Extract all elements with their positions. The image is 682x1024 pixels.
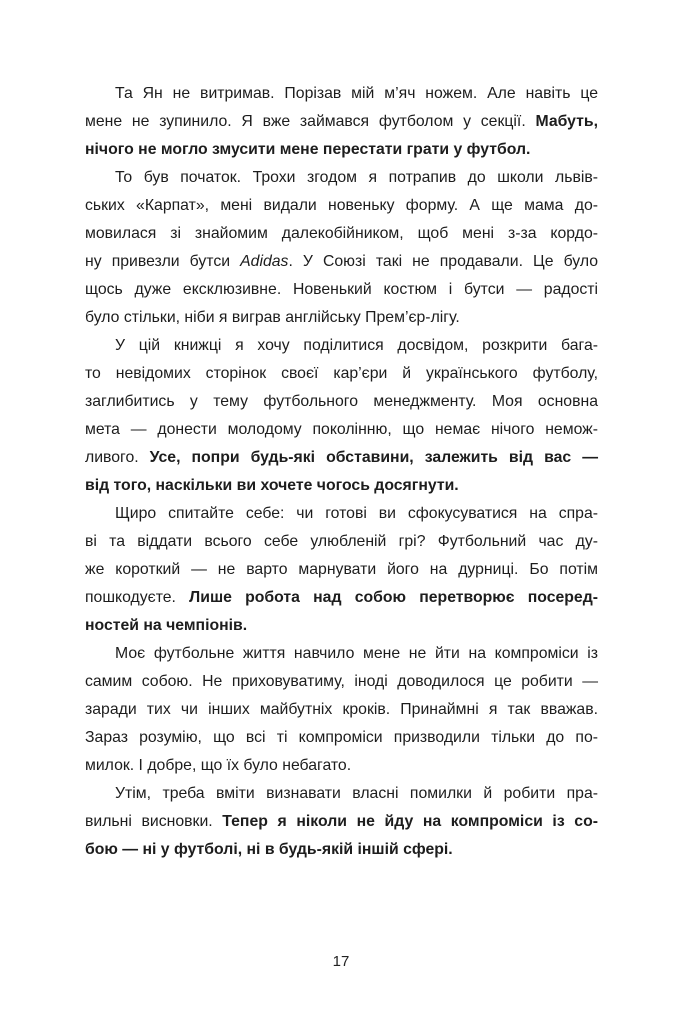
text-line bbox=[85, 388, 598, 416]
text-run: вильні висновки. bbox=[85, 813, 223, 830]
text-line bbox=[85, 416, 598, 444]
text-run: мовилася зі знайомим далекобійником, щоб мені з-за кордо- bbox=[85, 225, 598, 242]
text-run: милок. І добре, що їх було небагато. bbox=[85, 757, 352, 774]
text-line bbox=[85, 640, 598, 668]
text-run: же короткий — не варто марнувати його на дурниці. Бо потім bbox=[85, 561, 598, 578]
text-line bbox=[85, 612, 598, 640]
text-line bbox=[85, 500, 598, 528]
bold-text-run: нічого не могло змусити мене перестати грати у футбол. bbox=[85, 141, 531, 158]
text-line bbox=[85, 668, 598, 696]
text-line bbox=[85, 108, 598, 136]
paragraph bbox=[85, 164, 598, 332]
text-run: ливого. bbox=[85, 449, 150, 466]
text-line bbox=[85, 360, 598, 388]
paragraph bbox=[85, 640, 598, 780]
text-line bbox=[85, 696, 598, 724]
paragraph bbox=[85, 332, 598, 500]
text-block bbox=[85, 80, 598, 864]
text-run: Щиро спитайте себе: чи готові ви сфокусуватися на спра- bbox=[115, 505, 598, 522]
bold-text-run: бою — ні у футболі, ні в будь-якій іншій сфері. bbox=[85, 841, 453, 858]
text-run: Утім, треба вміти визнавати власні помилки й робити пра- bbox=[115, 785, 598, 802]
text-line bbox=[85, 220, 598, 248]
text-run: Зараз розумію, що всі ті компроміси призводили тільки до по- bbox=[85, 729, 598, 746]
italic-text-run: Adidas bbox=[240, 253, 289, 270]
text-line bbox=[85, 80, 598, 108]
text-run: ну привезли бутси bbox=[85, 253, 241, 270]
text-line bbox=[85, 836, 598, 864]
paragraph bbox=[85, 780, 598, 864]
text-line bbox=[85, 780, 598, 808]
text-run: То був початок. Трохи згодом я потрапив до школи львів- bbox=[115, 169, 598, 186]
text-line bbox=[85, 164, 598, 192]
text-run: . У Союзі такі не продавали. Це було bbox=[288, 253, 599, 270]
text-run: було стільки, ніби я виграв англійську Прем’єр-лігу. bbox=[85, 309, 460, 326]
bold-text-run: Лише робота над собою перетворює посеред- bbox=[189, 589, 598, 606]
text-line bbox=[85, 808, 598, 836]
text-run: щось дуже ексклюзивне. Новенький костюм і бутси — радості bbox=[85, 281, 598, 298]
text-line bbox=[85, 528, 598, 556]
text-line bbox=[85, 276, 598, 304]
text-run: мета — донести молодому поколінню, що немає нічого немож- bbox=[85, 421, 598, 438]
text-run: то невідомих сторінок своєї кар’єри й українського футболу, bbox=[85, 365, 598, 382]
text-line bbox=[85, 248, 598, 276]
paragraph bbox=[85, 500, 598, 640]
text-line bbox=[85, 752, 598, 780]
text-run: ських «Карпат», мені видали новеньку форму. А ще мама до- bbox=[85, 197, 598, 214]
text-line bbox=[85, 724, 598, 752]
text-run: пошкодуєте. bbox=[85, 589, 190, 606]
text-run: Та Ян не витримав. Порізав мій м’яч ножем. Але навіть це bbox=[115, 85, 598, 102]
paragraph bbox=[85, 80, 598, 164]
text-line bbox=[85, 192, 598, 220]
text-run: заради тих чи інших майбутніх кроків. Принаймні я так вважав. bbox=[85, 701, 598, 718]
text-line bbox=[85, 332, 598, 360]
text-run: заглибитись у тему футбольного менеджменту. Моя основна bbox=[85, 393, 598, 410]
bold-text-run: Мабуть, bbox=[535, 113, 598, 130]
text-line bbox=[85, 584, 598, 612]
text-run: самим собою. Не приховуватиму, іноді доводилося це робити — bbox=[85, 673, 598, 690]
text-line bbox=[85, 444, 598, 472]
text-line bbox=[85, 304, 598, 332]
page-number: 17 bbox=[332, 953, 350, 970]
text-run: ві та віддати всього себе улюбленій грі? Футбольний час ду- bbox=[85, 533, 598, 550]
text-line bbox=[85, 472, 598, 500]
bold-text-run: ностей на чемпіонів. bbox=[85, 617, 248, 634]
text-line bbox=[85, 136, 598, 164]
bold-text-run: Тепер я ніколи не йду на компроміси із со- bbox=[222, 813, 598, 830]
text-run: У цій книжці я хочу поділитися досвідом, розкрити бага- bbox=[115, 337, 598, 354]
text-run: мене не зупинило. Я вже займався футболом у секції. bbox=[85, 113, 536, 130]
text-line bbox=[85, 556, 598, 584]
text-run: Моє футбольне життя навчило мене не йти на компроміси із bbox=[115, 645, 598, 662]
bold-text-run: Усе, попри будь-які обставини, залежить від вас — bbox=[149, 449, 598, 466]
bold-text-run: від того, наскільки ви хочете чогось досягнути. bbox=[85, 477, 459, 494]
